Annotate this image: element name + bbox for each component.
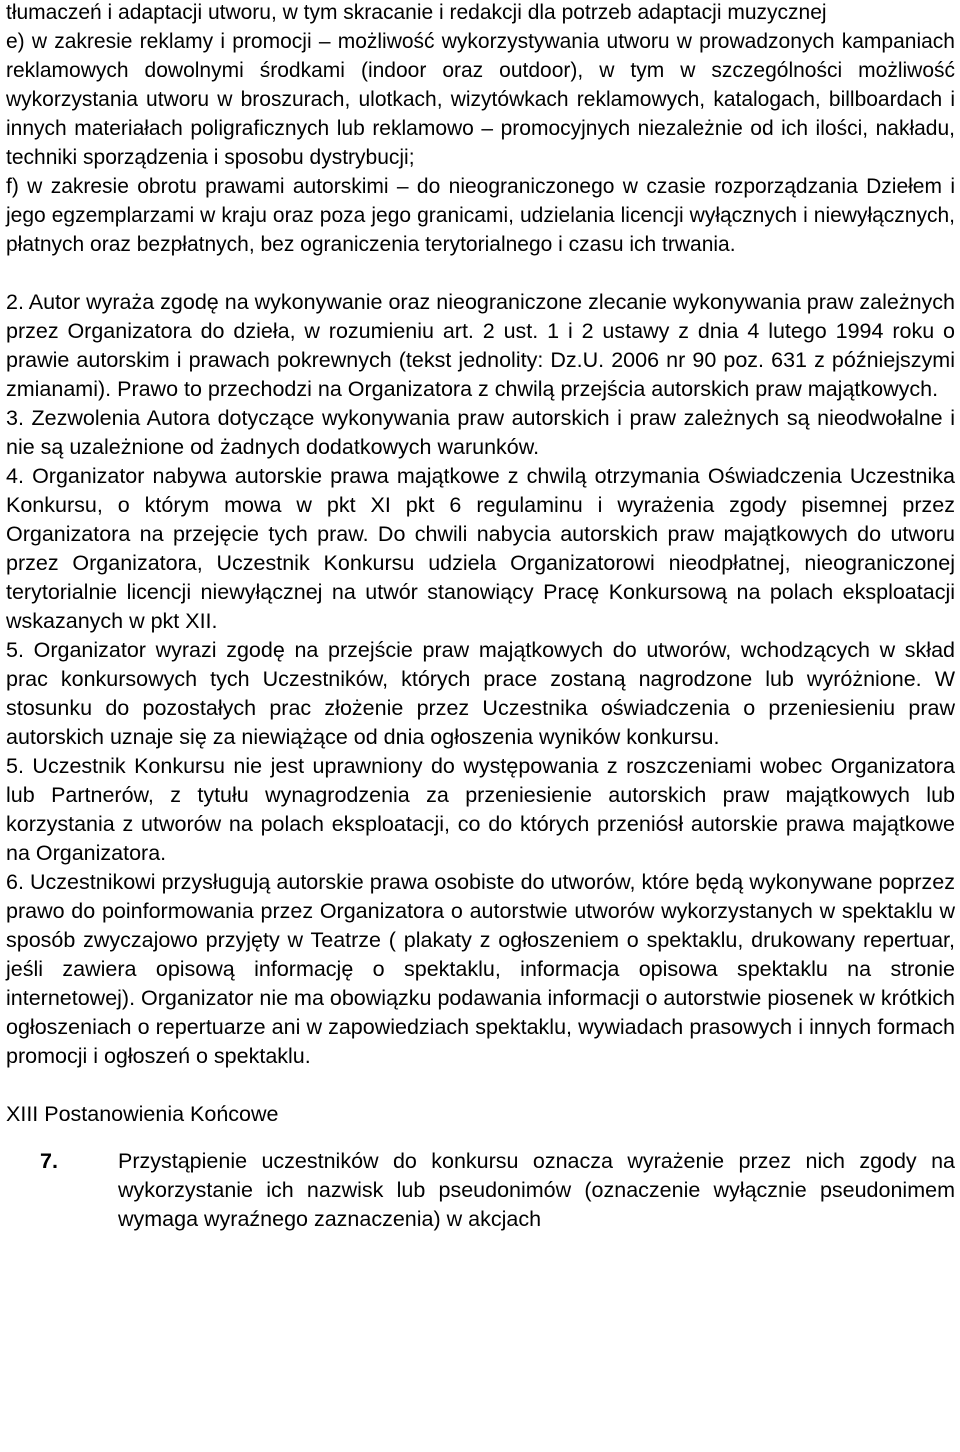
paragraph-point-f-rights-trading: f) w zakresie obrotu prawami autorskimi – do nieograniczonego w czasie rozporządzania Dziełem i jego egzemplarzami w kraju oraz poza jego granicami, udzielania licencji wyłącznych i niewyłącznych, płatnych oraz bezpłatnych, bez ograniczenia terytorialnego i czasu ich trwania. <box>6 175 955 256</box>
paragraph-6-personal-rights: 6. Uczestnikowi przysługują autorskie prawa osobiste do utworów, które będą wykonywane poprzez prawo do poinformowania przez Organizatora o autorstwie utworów wykorzystanych w spektaklu w sposób zwyczajowo przyjęty w Teatrze ( plakaty z ogłoszeniem o spektaklu, drukowany repertuar, jeśli zawiera opisową informację o spektaklu, informacja opisowa spektaklu na stronie internetowej). Organizator nie ma obowiązku podawania informacji o autorstwie piosenek w krótkich ogłoszeniach o repertuarze ani w zapowiedziach spektaklu, wywiadach prasowych i innych formach promocji i ogłoszeń o spektaklu. <box>6 870 955 1068</box>
document-page <box>6 0 955 1234</box>
paragraph-point-e-advertising: e) w zakresie reklamy i promocji – możliwość wykorzystywania utworu w prowadzonych kampaniach reklamowych dowolnymi środkami (indoor oraz outdoor), w tym w szczególności możliwość wykorzystania utworu w broszurach, ulotkach, wizytówkach reklamowych, katalogach, billboardach i innych materiałach poligraficznych lub reklamowo – promocyjnych niezależnie od ich ilości, nakładu, techniki sporządzenia i sposobu dystrybucji; <box>6 30 955 169</box>
paragraph-5-transfer-consent: 5. Organizator wyrazi zgodę na przejście praw majątkowych do utworów, wchodzących w skład prac konkursowych tych Uczestników, których prace zostaną nagrodzone lub wyróżnione. W stosunku do pozostałych prac złożenie przez Uczestnika oświadczenia o przeniesieniu praw autorskich uznaje się za niewiążące od dnia ogłoszenia wyników konkursu. <box>6 638 955 749</box>
numbered-item-7 <box>6 1147 955 1234</box>
paragraph-2-derivative-rights: 2. Autor wyraża zgodę na wykonywanie oraz nieograniczone zlecanie wykonywania praw zależnych przez Organizatora do dzieła, w rozumieniu art. 2 ust. 1 i 2 ustawy z dnia 4 lutego 1994 roku o prawie autorskim i prawach pokrewnych (tekst jednolity: Dz.U. 2006 nr 90 poz. 631 z późniejszymi zmianami). Prawo to przechodzi na Organizatora z chwilą przejścia autorskich praw majątkowych. <box>6 290 955 401</box>
paragraph-spacer <box>6 259 955 288</box>
item-text: Przystąpienie uczestników do konkursu oznacza wyrażenie przez nich zgody na wykorzystanie ich nazwisk lub pseudonimów (oznaczenie wyłącznie pseudonimem wymaga wyraźnego zaznaczenia) w akcjach <box>118 1149 955 1231</box>
section-spacer <box>6 1071 955 1100</box>
item-number: 7. <box>40 1149 58 1173</box>
paragraph-translation-adaptation: tłumaczeń i adaptacji utworu, w tym skracanie i redakcji dla potrzeb adaptacji muzycznej <box>6 1 827 24</box>
section-heading: XIII Postanowienia Końcowe <box>6 1102 279 1126</box>
paragraph-4-acquisition: 4. Organizator nabywa autorskie prawa majątkowe z chwilą otrzymania Oświadczenia Uczestnika Konkursu, o którym mowa w pkt XI pkt 6 regulaminu i wyrażenia zgody pisemnej przez Organizatora na przejęcie tych praw. Do chwili nabycia autorskich praw majątkowych do utworu przez Organizatora, Uczestnik Konkursu udziela Organizatorowi nieodpłatnej, nieograniczonej terytorialnie licencji niewyłącznej na utwór stanowiący Pracę Konkursową na polach eksploatacji wskazanych w pkt XII. <box>6 464 955 633</box>
paragraph-5-no-claims: 5. Uczestnik Konkursu nie jest uprawniony do występowania z roszczeniami wobec Organizatora lub Partnerów, z tytułu wynagrodzenia za przeniesienie autorskich praw majątkowych lub korzystania z utworów na polach eksploatacji, co do których przeniósł autorskie prawa majątkowe na Organizatora. <box>6 754 955 865</box>
paragraph-3-permissions: 3. Zezwolenia Autora dotyczące wykonywania praw autorskich i praw zależnych są nieodwołalne i nie są uzależnione od żadnych dodatkowych warunków. <box>6 406 955 459</box>
